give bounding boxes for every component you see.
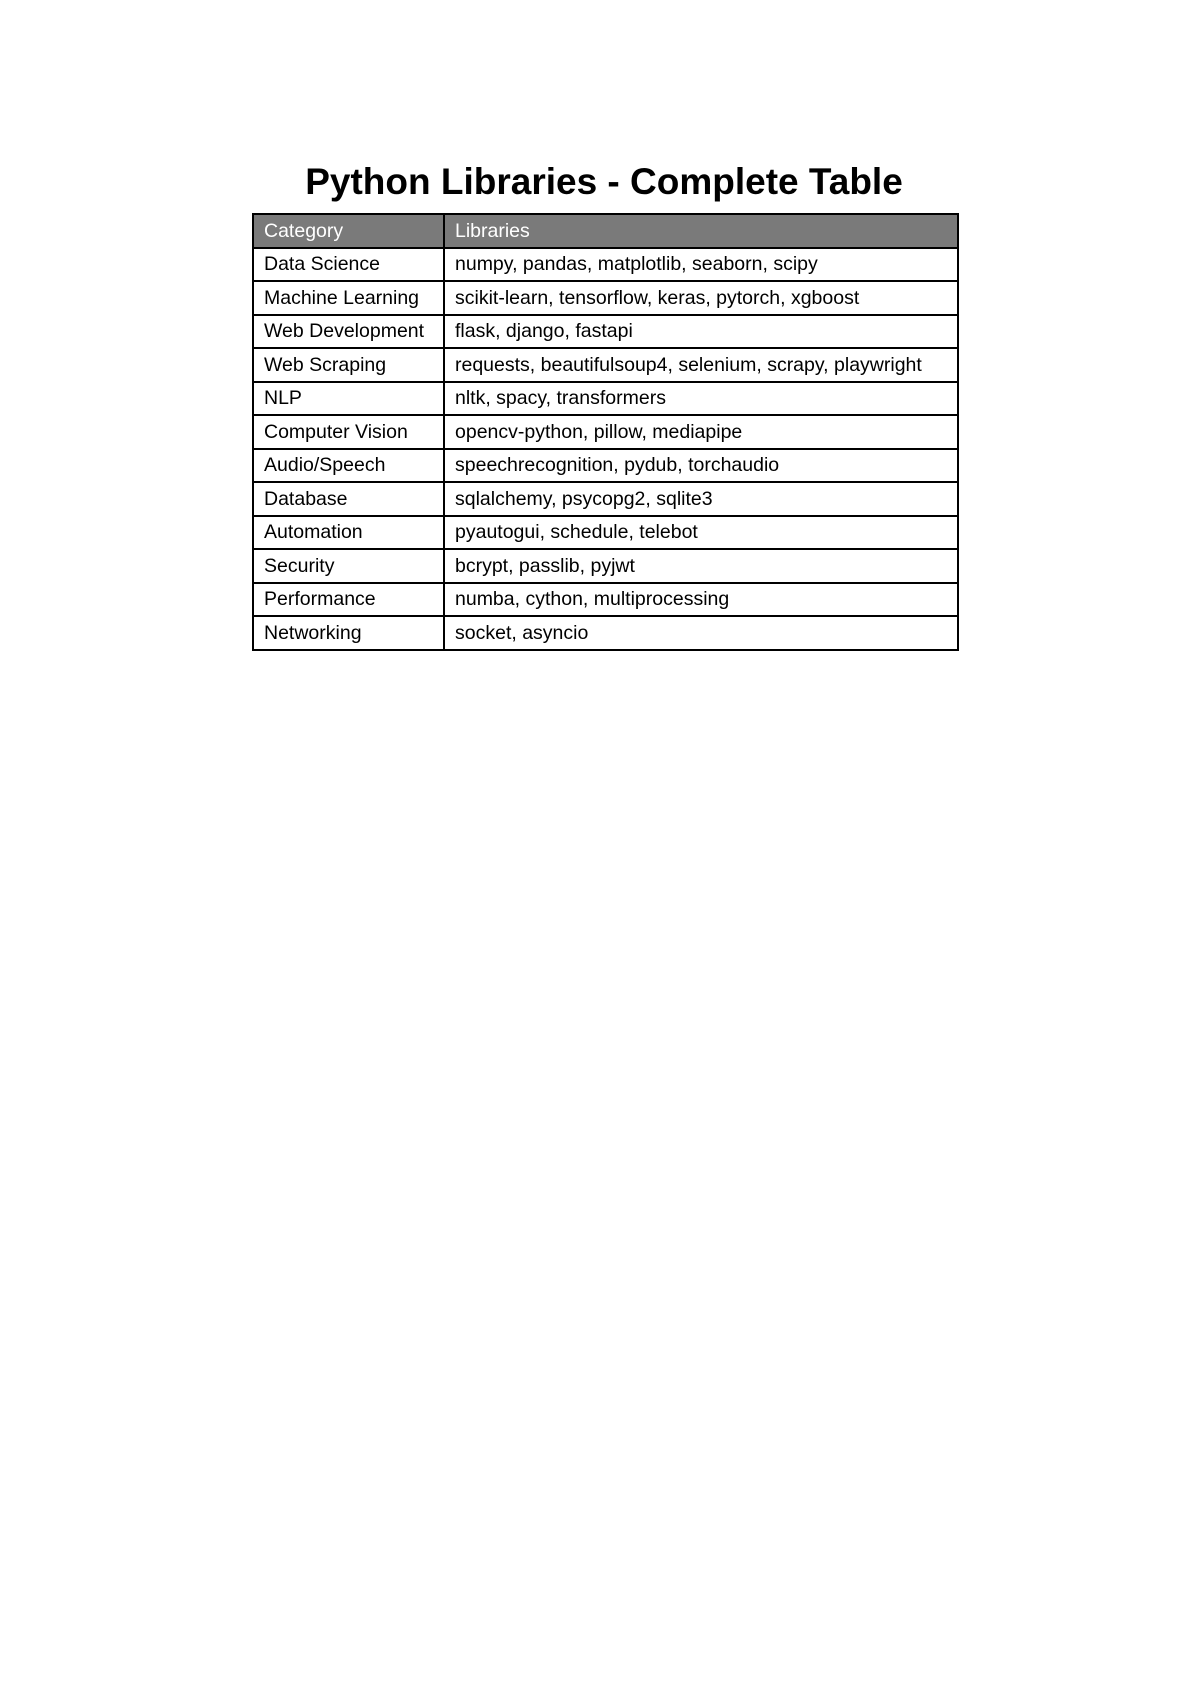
libraries-cell: socket, asyncio (444, 616, 958, 650)
table-row (253, 583, 958, 617)
table-body (253, 248, 958, 650)
category-cell: NLP (253, 382, 444, 416)
libraries-cell: opencv-python, pillow, mediapipe (444, 415, 958, 449)
table-row (253, 449, 958, 483)
libraries-cell: numpy, pandas, matplotlib, seaborn, scipy (444, 248, 958, 282)
table-row (253, 516, 958, 550)
table-row (253, 382, 958, 416)
category-cell: Computer Vision (253, 415, 444, 449)
page-title: Python Libraries - Complete Table (305, 161, 903, 202)
table-row (253, 315, 958, 349)
category-cell: Web Scraping (253, 348, 444, 382)
category-cell: Automation (253, 516, 444, 550)
table-row (253, 482, 958, 516)
category-cell: Audio/Speech (253, 449, 444, 483)
category-cell: Web Development (253, 315, 444, 349)
table-row (253, 248, 958, 282)
table-header (253, 214, 958, 248)
table-row (253, 616, 958, 650)
table-row (253, 281, 958, 315)
libraries-cell: speechrecognition, pydub, torchaudio (444, 449, 958, 483)
libraries-cell: nltk, spacy, transformers (444, 382, 958, 416)
category-cell: Performance (253, 583, 444, 617)
category-cell: Machine Learning (253, 281, 444, 315)
libraries-table (252, 213, 959, 651)
category-cell: Database (253, 482, 444, 516)
libraries-cell: flask, django, fastapi (444, 315, 958, 349)
libraries-cell: scikit-learn, tensorflow, keras, pytorch, xgboost (444, 281, 958, 315)
table-row (253, 549, 958, 583)
category-cell: Data Science (253, 248, 444, 282)
libraries-cell: requests, beautifulsoup4, selenium, scrapy, playwright (444, 348, 958, 382)
libraries-cell: bcrypt, passlib, pyjwt (444, 549, 958, 583)
table-row (253, 348, 958, 382)
category-cell: Security (253, 549, 444, 583)
column-header-category: Category (253, 214, 444, 248)
header-row (253, 214, 958, 248)
libraries-cell: pyautogui, schedule, telebot (444, 516, 958, 550)
table-row (253, 415, 958, 449)
category-cell: Networking (253, 616, 444, 650)
column-header-libraries: Libraries (444, 214, 958, 248)
libraries-cell: numba, cython, multiprocessing (444, 583, 958, 617)
libraries-cell: sqlalchemy, psycopg2, sqlite3 (444, 482, 958, 516)
